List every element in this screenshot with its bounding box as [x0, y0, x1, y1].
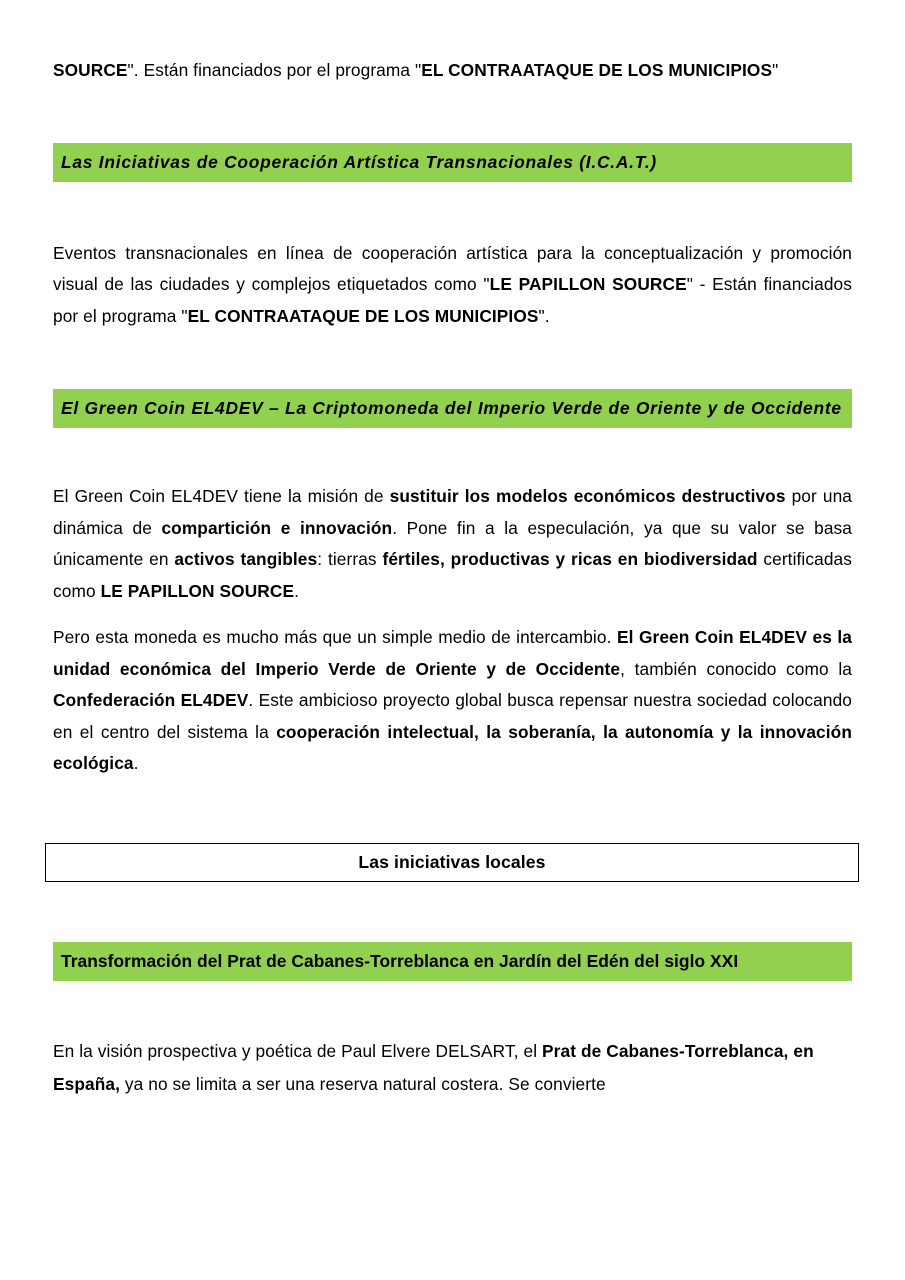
gc1-run-4: compartición e innovación — [161, 517, 393, 538]
gc1-run-8: fértiles, productivas y ricas en biodiversidad — [382, 549, 758, 569]
boxed-section-title: Las iniciativas locales — [45, 843, 859, 882]
paragraph-icat — [53, 238, 852, 333]
gc1-run-10: LE PAPILLON SOURCE — [100, 580, 295, 601]
intro-run-middle: ". Están financiados por el programa " — [127, 60, 422, 80]
prat-run-1: En la visión prospectiva y poética de Paul Elvere DELSART, el — [53, 1040, 543, 1061]
gc1-run-5: . Pone fin a la especulación, ya que su valor se basa únicamente en — [53, 517, 852, 569]
paragraph-green-coin-1 — [53, 481, 852, 607]
intro-run-closequote: " — [772, 60, 779, 80]
prat-run-2: Prat de Cabanes-Torreblanca, en España, — [53, 1040, 814, 1094]
spacer-after-intro — [53, 87, 852, 143]
gc1-run-2: sustituir los modelos económicos destructivos — [389, 486, 786, 506]
document-content-column — [53, 0, 852, 1101]
gc2-run-7: . — [133, 753, 139, 773]
icat-run-papillon: LE PAPILLON SOURCE — [489, 274, 687, 294]
gc2-run-2: El Green Coin EL4DEV es la unidad económica del Imperio Verde de Oriente y de Occidente — [53, 627, 852, 679]
gc2-run-1: Pero esta moneda es mucho más que un simple medio de intercambio. — [53, 627, 617, 647]
gc2-run-3: , también conocido como la — [620, 658, 852, 679]
paragraph-green-coin-2 — [53, 622, 852, 780]
spacer-after-boxed-title — [53, 882, 852, 942]
gc1-run-11: . — [294, 580, 299, 601]
intro-run-source: SOURCE — [53, 60, 128, 80]
gc1-run-9: certificadas como — [53, 549, 852, 601]
top-spacer — [53, 0, 852, 55]
spacer-after-heading-green-coin — [53, 428, 852, 481]
icat-run-3: " - Están financiados por el programa " — [53, 274, 852, 326]
spacer-before-boxed-title — [53, 780, 852, 843]
gc1-run-6: activos tangibles — [174, 549, 318, 569]
spacer-after-paragraph-icat — [53, 332, 852, 389]
gc2-run-5: . Este ambicioso proyecto global busca repensar nuestra sociedad colocando en el centro del sistema la — [53, 690, 852, 742]
gc1-run-7: : tierras — [317, 549, 383, 569]
icat-run-5: ". — [538, 305, 550, 326]
gc2-run-4: Confederación EL4DEV — [53, 690, 249, 710]
gc2-run-6: cooperación intelectual, la soberanía, la autonomía y la innovación ecológica — [53, 721, 852, 773]
spacer-after-heading-prat — [53, 981, 852, 1035]
heading-icat: Las Iniciativas de Cooperación Artística Transnacionales (I.C.A.T.) — [53, 143, 852, 182]
icat-run-1: Eventos transnacionales en línea de cooperación artística para la conceptualización y promoción visual de las ciudades y complejos etiquetados como " — [53, 242, 852, 294]
heading-prat: Transformación del Prat de Cabanes-Torreblanca en Jardín del Edén del siglo XXI — [53, 942, 852, 981]
icat-run-program: EL CONTRAATAQUE DE LOS MUNICIPIOS — [187, 305, 539, 326]
prat-run-3: ya no se limita a ser una reserva natural costera. Se convierte — [119, 1073, 606, 1094]
spacer-between-green-coin-paragraphs — [53, 607, 852, 622]
intro-paragraph — [53, 55, 852, 87]
paragraph-prat — [53, 1035, 852, 1101]
spacer-after-heading-icat — [53, 182, 852, 238]
gc1-run-1: El Green Coin EL4DEV tiene la misión de — [53, 486, 390, 506]
intro-run-program: EL CONTRAATAQUE DE LOS MUNICIPIOS — [421, 60, 773, 80]
heading-green-coin: El Green Coin EL4DEV – La Criptomoneda del Imperio Verde de Oriente y de Occidente — [53, 389, 852, 428]
gc1-run-3: por una dinámica de — [53, 486, 852, 538]
